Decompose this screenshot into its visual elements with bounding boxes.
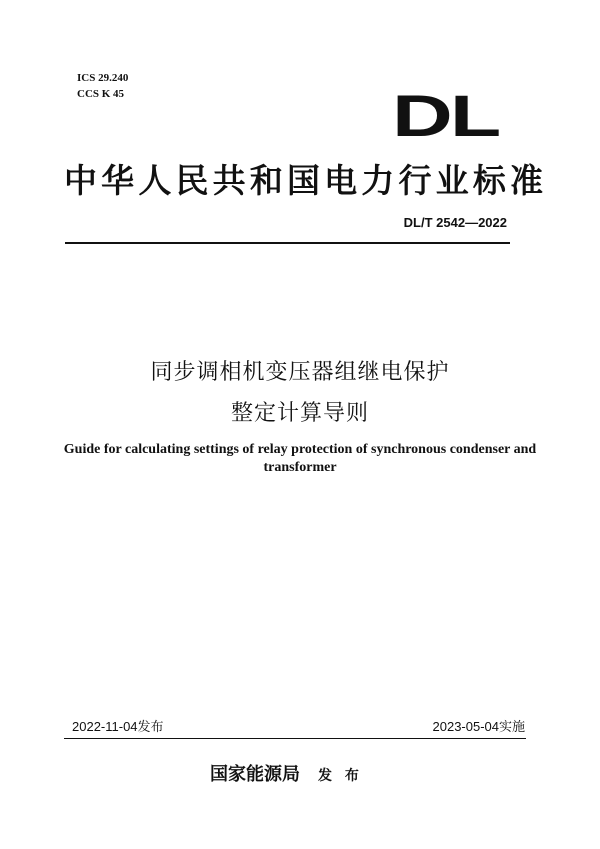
ics-code: ICS 29.240	[77, 72, 129, 84]
chinese-title-line-2: 整定计算导则	[230, 401, 369, 426]
chinese-title-line-1: 同步调相机变压器组继电保护	[150, 360, 450, 385]
issuer-action: 发 布	[318, 768, 363, 784]
release-date: 2022-11-04发布	[72, 719, 164, 734]
english-title: Guide for calculating settings of relay protection of synchronous condenser and transformer	[63, 442, 537, 475]
dl-logo: DL	[392, 84, 499, 149]
ccs-code: CCS K 45	[77, 88, 125, 100]
footer-divider	[64, 738, 526, 739]
issuer-line	[210, 760, 363, 786]
implementation-date: 2023-05-04实施	[432, 719, 525, 734]
classification-codes	[77, 70, 128, 102]
header-divider	[65, 242, 510, 244]
standard-number: DL/T 2542—2022	[403, 215, 507, 230]
standard-type-heading: 中华人民共和国电力行业标准	[64, 161, 544, 200]
issuer-name: 国家能源局	[210, 764, 300, 785]
